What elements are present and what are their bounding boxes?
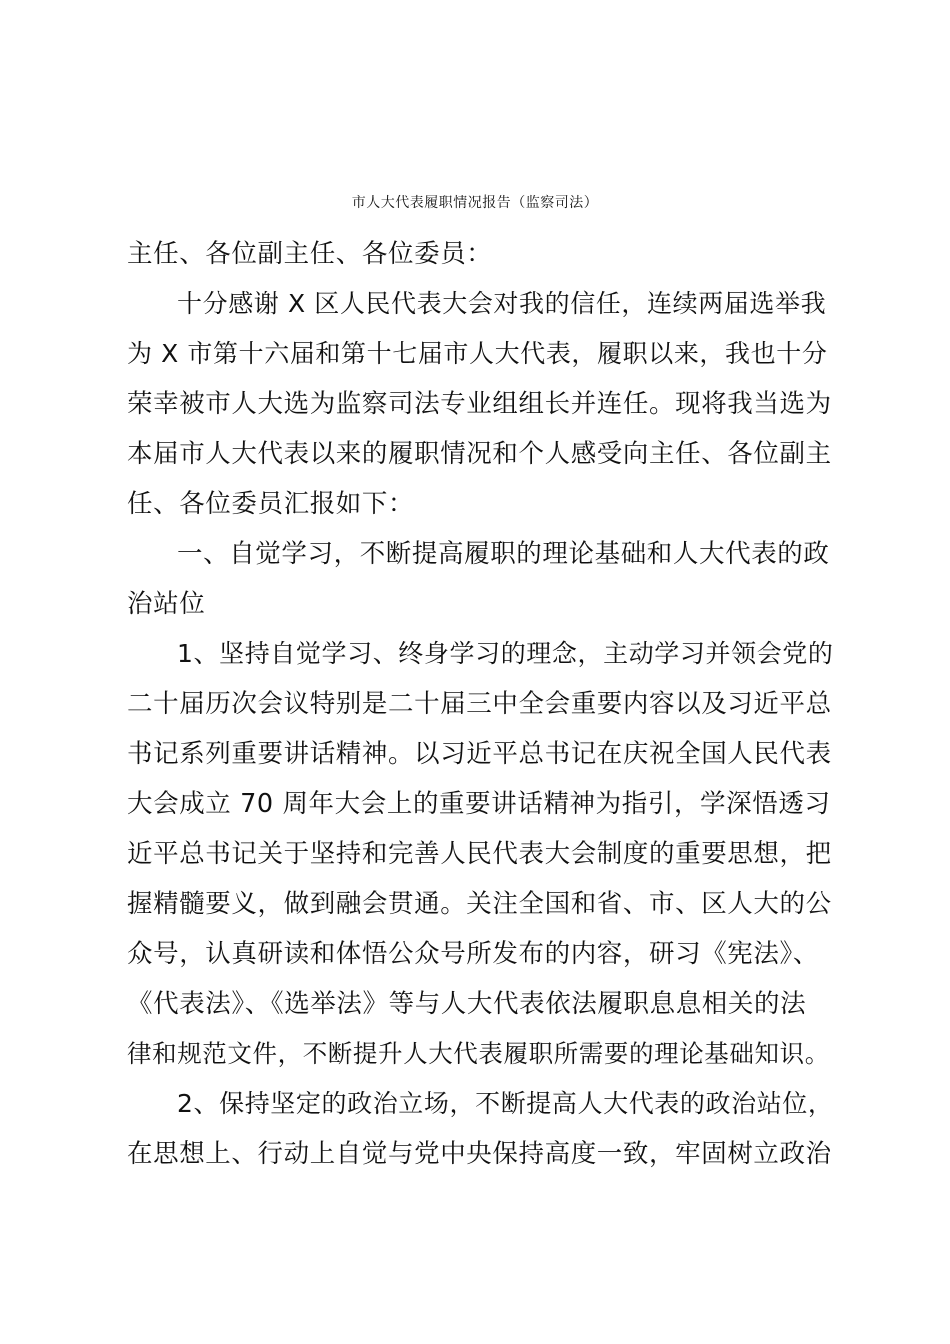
text-line: 二十届历次会议特别是二十届三中全会重要内容以及习近平总 (127, 689, 832, 719)
text-line: 十分感谢 X 区人民代表大会对我的信任，连续两届选举我 (177, 289, 827, 318)
text-line: 为 X 市第十六届和第十七届市人大代表，履职以来，我也十分 (127, 339, 828, 368)
text-line: 近平总书记关于坚持和完善人民代表大会制度的重要思想，把 (127, 839, 832, 869)
text-line: 任、各位委员汇报如下： (127, 489, 415, 519)
text-line: 《代表法》、《选举法》等与人大代表依法履职息息相关的法 (127, 989, 807, 1019)
text-line: 主任、各位副主任、各位委员： (127, 239, 493, 269)
text-line: 本届市人大代表以来的履职情况和个人感受向主任、各位副主 (127, 439, 832, 469)
document-title: 市人大代表履职情况报告（监察司法） (351, 195, 599, 211)
text-line: 治站位 (127, 589, 206, 619)
text-line: 书记系列重要讲话精神。以习近平总书记在庆祝全国人民代表 (127, 739, 832, 769)
text-line: 握精髓要义，做到融会贯通。关注全国和省、市、区人大的公 (127, 889, 832, 919)
text-line: 众号，认真研读和体悟公众号所发布的内容，研习《宪法》、 (127, 939, 819, 969)
text-line: 大会成立 70 周年大会上的重要讲话精神为指引，学深悟透习 (127, 789, 831, 819)
text-line: 1、坚持自觉学习、终身学习的理念，主动学习并领会党的 (177, 639, 834, 668)
text-line: 律和规范文件，不断提升人大代表履职所需要的理论基础知识。 (127, 1039, 830, 1068)
text-line: 荣幸被市人大选为监察司法专业组组长并连任。现将我当选为 (127, 389, 832, 419)
text-line: 在思想上、行动上自觉与党中央保持高度一致，牢固树立政治 (127, 1139, 832, 1169)
text-line: 2、保持坚定的政治立场，不断提高人大代表的政治站位， (177, 1089, 834, 1118)
text-line: 一、自觉学习，不断提高履职的理论基础和人大代表的政 (177, 539, 830, 569)
